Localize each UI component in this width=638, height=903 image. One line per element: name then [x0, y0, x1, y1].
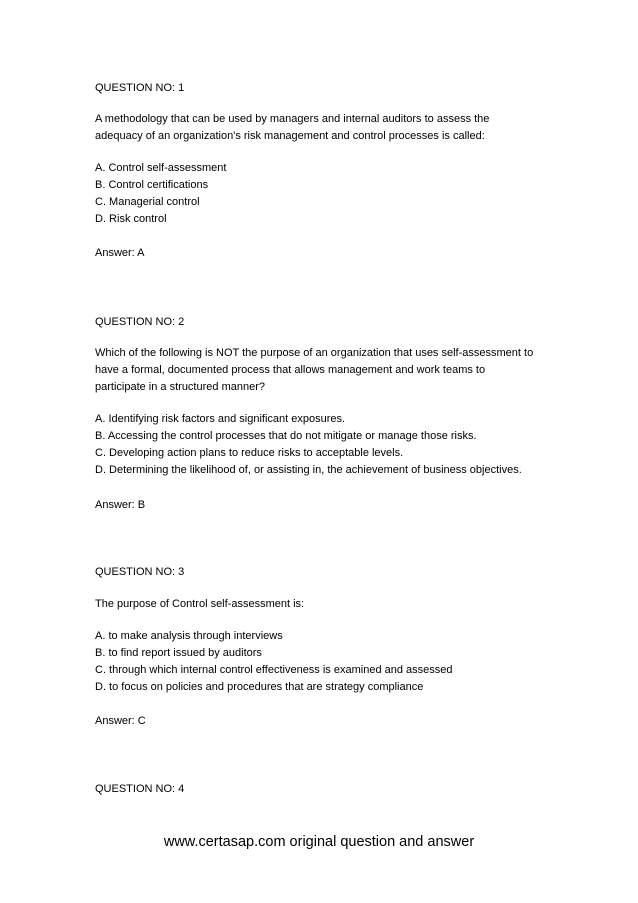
question-2-option-b: B. Accessing the control processes that do not mitigate or manage those risks.	[95, 430, 477, 442]
question-2-heading: QUESTION NO: 2	[95, 316, 185, 328]
question-2-text-line-1: Which of the following is NOT the purpose of an organization that uses self-assessment to	[95, 347, 534, 359]
question-3-option-d: D. to focus on policies and procedures that are strategy compliance	[95, 681, 424, 693]
question-3-option-c: C. through which internal control effectiveness is examined and assessed	[95, 664, 453, 676]
question-3-heading: QUESTION NO: 3	[95, 566, 185, 578]
question-2-answer: Answer: B	[95, 499, 146, 511]
question-1-option-d: D. Risk control	[95, 213, 167, 225]
question-1-text-line-1: A methodology that can be used by managers and internal auditors to assess the	[95, 113, 490, 125]
question-2-text-line-2: have a formal, documented process that allows management and work teams to	[95, 364, 486, 376]
question-2-option-c: C. Developing action plans to reduce risks to acceptable levels.	[95, 447, 404, 459]
question-1-option-c: C. Managerial control	[95, 196, 200, 208]
question-4-heading: QUESTION NO: 4	[95, 783, 185, 795]
question-1-heading: QUESTION NO: 1	[95, 82, 185, 94]
question-1-text-line-2: adequacy of an organization's risk management and control processes is called:	[95, 130, 485, 142]
question-2-option-d: D. Determining the likelihood of, or assisting in, the achievement of business objectives.	[95, 464, 522, 476]
question-2-text-line-3: participate in a structured manner?	[95, 381, 265, 393]
question-3-option-b: B. to find report issued by auditors	[95, 647, 262, 659]
question-3-option-a: A. to make analysis through interviews	[95, 630, 283, 642]
page-footer: www.certasap.com original question and answer	[163, 834, 475, 850]
question-1-option-b: B. Control certifications	[95, 179, 209, 191]
question-1-option-a: A. Control self-assessment	[95, 162, 227, 174]
question-3-text-line-1: The purpose of Control self-assessment is:	[95, 598, 305, 610]
question-1-answer: Answer: A	[95, 247, 145, 259]
question-2-option-a: A. Identifying risk factors and significant exposures.	[95, 413, 346, 425]
question-3-answer: Answer: C	[95, 715, 146, 727]
